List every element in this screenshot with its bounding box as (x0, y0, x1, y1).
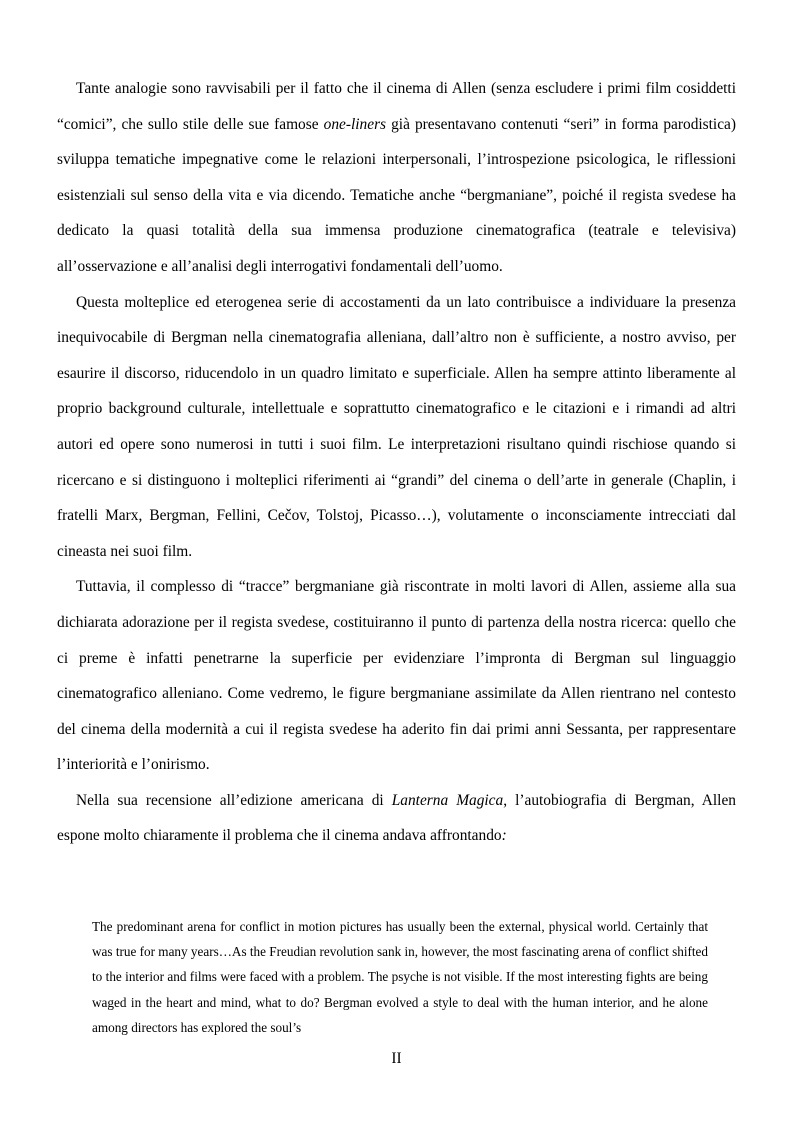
paragraph-1-part-1: Tante analogie sono ravvisabili per il fatto che il cinema di Allen (senza escludere i primi film cosiddetti “comici”, che sullo stile delle sue famose (57, 80, 736, 133)
paragraph-2 (57, 285, 736, 570)
paragraph-4-italic-title: Lanterna Magica (391, 791, 504, 809)
paragraph-3 (57, 569, 736, 783)
paragraph-1 (57, 71, 736, 285)
paragraph-4 (57, 783, 736, 854)
paragraph-1-part-2: già presentavano contenuti “seri” in forma parodistica) sviluppa tematiche impegnative come le relazioni interpersonali, l’introspezione psicologica, le riflessioni esistenziali sul senso della vita e via dicendo. Tematiche anche “bergmaniane”, poiché il regista svedese ha dedicato la quasi totalità della sua immensa produzione cinematografica (teatrale e televisiva) all’osservazione e all’analisi degli interrogativi fondamentali dell’uomo. (57, 115, 736, 275)
block-quote: The predominant arena for conflict in motion pictures has usually been the external, physical world. Certainly that was true for many years…As the Freudian revolution sank in, however, the most fascinating arena of conflict shifted to the interior and films were faced with a problem. The psyche is not visible. If the most interesting fights are being waged in the heart and mind, what to do? Bergman evolved a style to deal with the human interior, and he alone among directors has explored the soul’s (92, 919, 708, 1035)
body-text (57, 71, 736, 854)
paragraph-4-italic-colon: : (501, 827, 507, 845)
paragraph-2-text: Questa molteplice ed eterogenea serie di accostamenti da un lato contribuisce a individuare la presenza inequivocabile di Bergman nella cinematografia alleniana, dall’altro non è sufficiente, a nostro avviso, per esaurire il discorso, riducendolo in un quadro limitato e superficiale. Allen ha sempre attinto liberamente al proprio background culturale, intellettuale e soprattutto cinematografico e le citazioni e i rimandi ad altri autori ed opere sono numerosi in tutti i suoi film. Le interpretazioni risultano quindi rischiose quando si ricercano e si distinguono i molteplici riferimenti ai “grandi” del cinema o dell’arte in generale (Chaplin, i fratelli Marx, Bergman, Fellini, Cečov, Tolstoj, Picasso…), volutamente o inconsciamente intrecciati dal cineasta nei suoi film. (57, 293, 736, 560)
paragraph-4-part-2: , l’autobiografia di Bergman, Allen espone molto chiaramente il problema che il cinema andava affrontando (57, 791, 736, 845)
paragraph-3-text: Tuttavia, il complesso di “tracce” bergmaniane già riscontrate in molti lavori di Allen, assieme alla sua dichiarata adorazione per il regista svedese, costituiranno il punto di partenza della nostra ricerca: quello che ci preme è infatti penetrarne la superficie per evidenziare l’impronta di Bergman sul linguaggio cinematografico alleniano. Come vedremo, le figure bergmaniane assimilate da Allen rientrano nel contesto del cinema della modernità a cui il regista svedese ha aderito fin dai primi anni Sessanta, per rappresentare l’interiorità e l’onirismo. (57, 578, 736, 774)
paragraph-1-italic-term: one-liners (323, 115, 387, 133)
page-number: II (391, 1050, 402, 1067)
paragraph-4-part-1: Nella sua recensione all’edizione americana di (76, 791, 392, 809)
